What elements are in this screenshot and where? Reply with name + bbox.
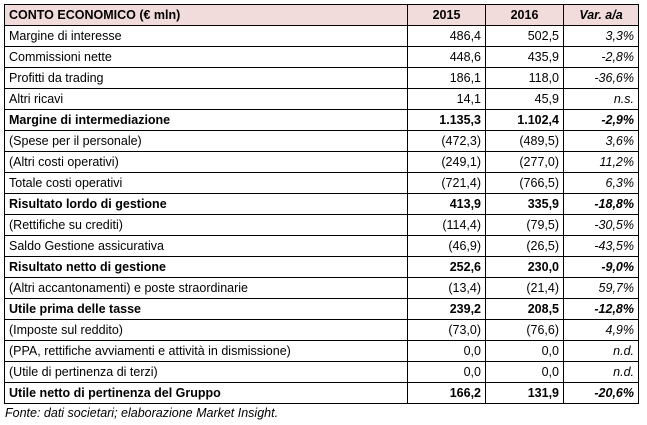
row-value-2015: 413,9 <box>408 194 486 215</box>
row-var: -2,8% <box>564 47 639 68</box>
row-label: (Altri costi operativi) <box>5 152 408 173</box>
row-label: Margine di interesse <box>5 26 408 47</box>
table-row <box>5 89 639 110</box>
row-value-2015: 166,2 <box>408 383 486 404</box>
header-label: CONTO ECONOMICO (€ mln) <box>5 5 408 26</box>
row-value-2015: 239,2 <box>408 299 486 320</box>
row-value-2016: 45,9 <box>486 89 564 110</box>
row-value-2016: 131,9 <box>486 383 564 404</box>
row-var: 11,2% <box>564 152 639 173</box>
row-value-2015: 1.135,3 <box>408 110 486 131</box>
table-row <box>5 236 639 257</box>
row-label: (Rettifiche su crediti) <box>5 215 408 236</box>
income-statement-table <box>4 4 639 404</box>
header-var: Var. a/a <box>564 5 639 26</box>
row-label: Totale costi operativi <box>5 173 408 194</box>
row-value-2016: 1.102,4 <box>486 110 564 131</box>
table-row <box>5 257 639 278</box>
income-statement <box>4 4 639 420</box>
table-row <box>5 68 639 89</box>
table-row <box>5 215 639 236</box>
row-value-2015: 448,6 <box>408 47 486 68</box>
row-label: Profitti da trading <box>5 68 408 89</box>
row-value-2016: 502,5 <box>486 26 564 47</box>
row-var: n.s. <box>564 89 639 110</box>
row-value-2015: (249,1) <box>408 152 486 173</box>
row-var: n.d. <box>564 362 639 383</box>
row-label: (Spese per il personale) <box>5 131 408 152</box>
row-value-2015: 486,4 <box>408 26 486 47</box>
row-label: (Altri accantonamenti) e poste straordinarie <box>5 278 408 299</box>
row-value-2016: 435,9 <box>486 47 564 68</box>
row-value-2015: 252,6 <box>408 257 486 278</box>
row-value-2015: 0,0 <box>408 341 486 362</box>
row-label: Risultato lordo di gestione <box>5 194 408 215</box>
table-row <box>5 47 639 68</box>
row-label: Utile netto di pertinenza del Gruppo <box>5 383 408 404</box>
row-var: -18,8% <box>564 194 639 215</box>
table-row <box>5 173 639 194</box>
row-value-2016: (489,5) <box>486 131 564 152</box>
row-var: -9,0% <box>564 257 639 278</box>
row-value-2015: 0,0 <box>408 362 486 383</box>
row-label: Margine di intermediazione <box>5 110 408 131</box>
table-row <box>5 362 639 383</box>
row-var: 3,3% <box>564 26 639 47</box>
row-value-2016: 118,0 <box>486 68 564 89</box>
row-var: -2,9% <box>564 110 639 131</box>
table-row <box>5 341 639 362</box>
row-var: 59,7% <box>564 278 639 299</box>
row-label: Utile prima delle tasse <box>5 299 408 320</box>
row-var: -12,8% <box>564 299 639 320</box>
row-value-2015: (46,9) <box>408 236 486 257</box>
row-value-2016: (21,4) <box>486 278 564 299</box>
table-row <box>5 152 639 173</box>
row-var: n.d. <box>564 341 639 362</box>
row-value-2016: 230,0 <box>486 257 564 278</box>
row-value-2016: (76,6) <box>486 320 564 341</box>
row-value-2016: (79,5) <box>486 215 564 236</box>
table-row <box>5 383 639 404</box>
row-var: 6,3% <box>564 173 639 194</box>
row-value-2015: (114,4) <box>408 215 486 236</box>
table-row <box>5 320 639 341</box>
table-row <box>5 131 639 152</box>
row-label: (Imposte sul reddito) <box>5 320 408 341</box>
row-var: -30,5% <box>564 215 639 236</box>
row-value-2015: (73,0) <box>408 320 486 341</box>
row-label: (PPA, rettifiche avviamenti e attività in dismissione) <box>5 341 408 362</box>
row-label: Altri ricavi <box>5 89 408 110</box>
table-row <box>5 110 639 131</box>
row-value-2016: (26,5) <box>486 236 564 257</box>
row-value-2015: (472,3) <box>408 131 486 152</box>
row-value-2015: (13,4) <box>408 278 486 299</box>
table-row <box>5 194 639 215</box>
row-var: 4,9% <box>564 320 639 341</box>
header-2015: 2015 <box>408 5 486 26</box>
row-value-2016: 0,0 <box>486 341 564 362</box>
row-value-2016: (277,0) <box>486 152 564 173</box>
row-label: (Utile di pertinenza di terzi) <box>5 362 408 383</box>
row-value-2015: (721,4) <box>408 173 486 194</box>
row-label: Commissioni nette <box>5 47 408 68</box>
row-value-2016: 0,0 <box>486 362 564 383</box>
row-value-2015: 14,1 <box>408 89 486 110</box>
source-note: Fonte: dati societari; elaborazione Market Insight. <box>5 406 279 420</box>
table-body <box>5 26 639 404</box>
table-row <box>5 26 639 47</box>
table-row <box>5 278 639 299</box>
row-value-2016: 335,9 <box>486 194 564 215</box>
header-2016: 2016 <box>486 5 564 26</box>
row-var: -43,5% <box>564 236 639 257</box>
row-var: -20,6% <box>564 383 639 404</box>
row-label: Saldo Gestione assicurativa <box>5 236 408 257</box>
row-label: Risultato netto di gestione <box>5 257 408 278</box>
row-value-2015: 186,1 <box>408 68 486 89</box>
table-row <box>5 299 639 320</box>
row-var: -36,6% <box>564 68 639 89</box>
row-var: 3,6% <box>564 131 639 152</box>
table-header-row <box>5 5 639 26</box>
row-value-2016: 208,5 <box>486 299 564 320</box>
row-value-2016: (766,5) <box>486 173 564 194</box>
